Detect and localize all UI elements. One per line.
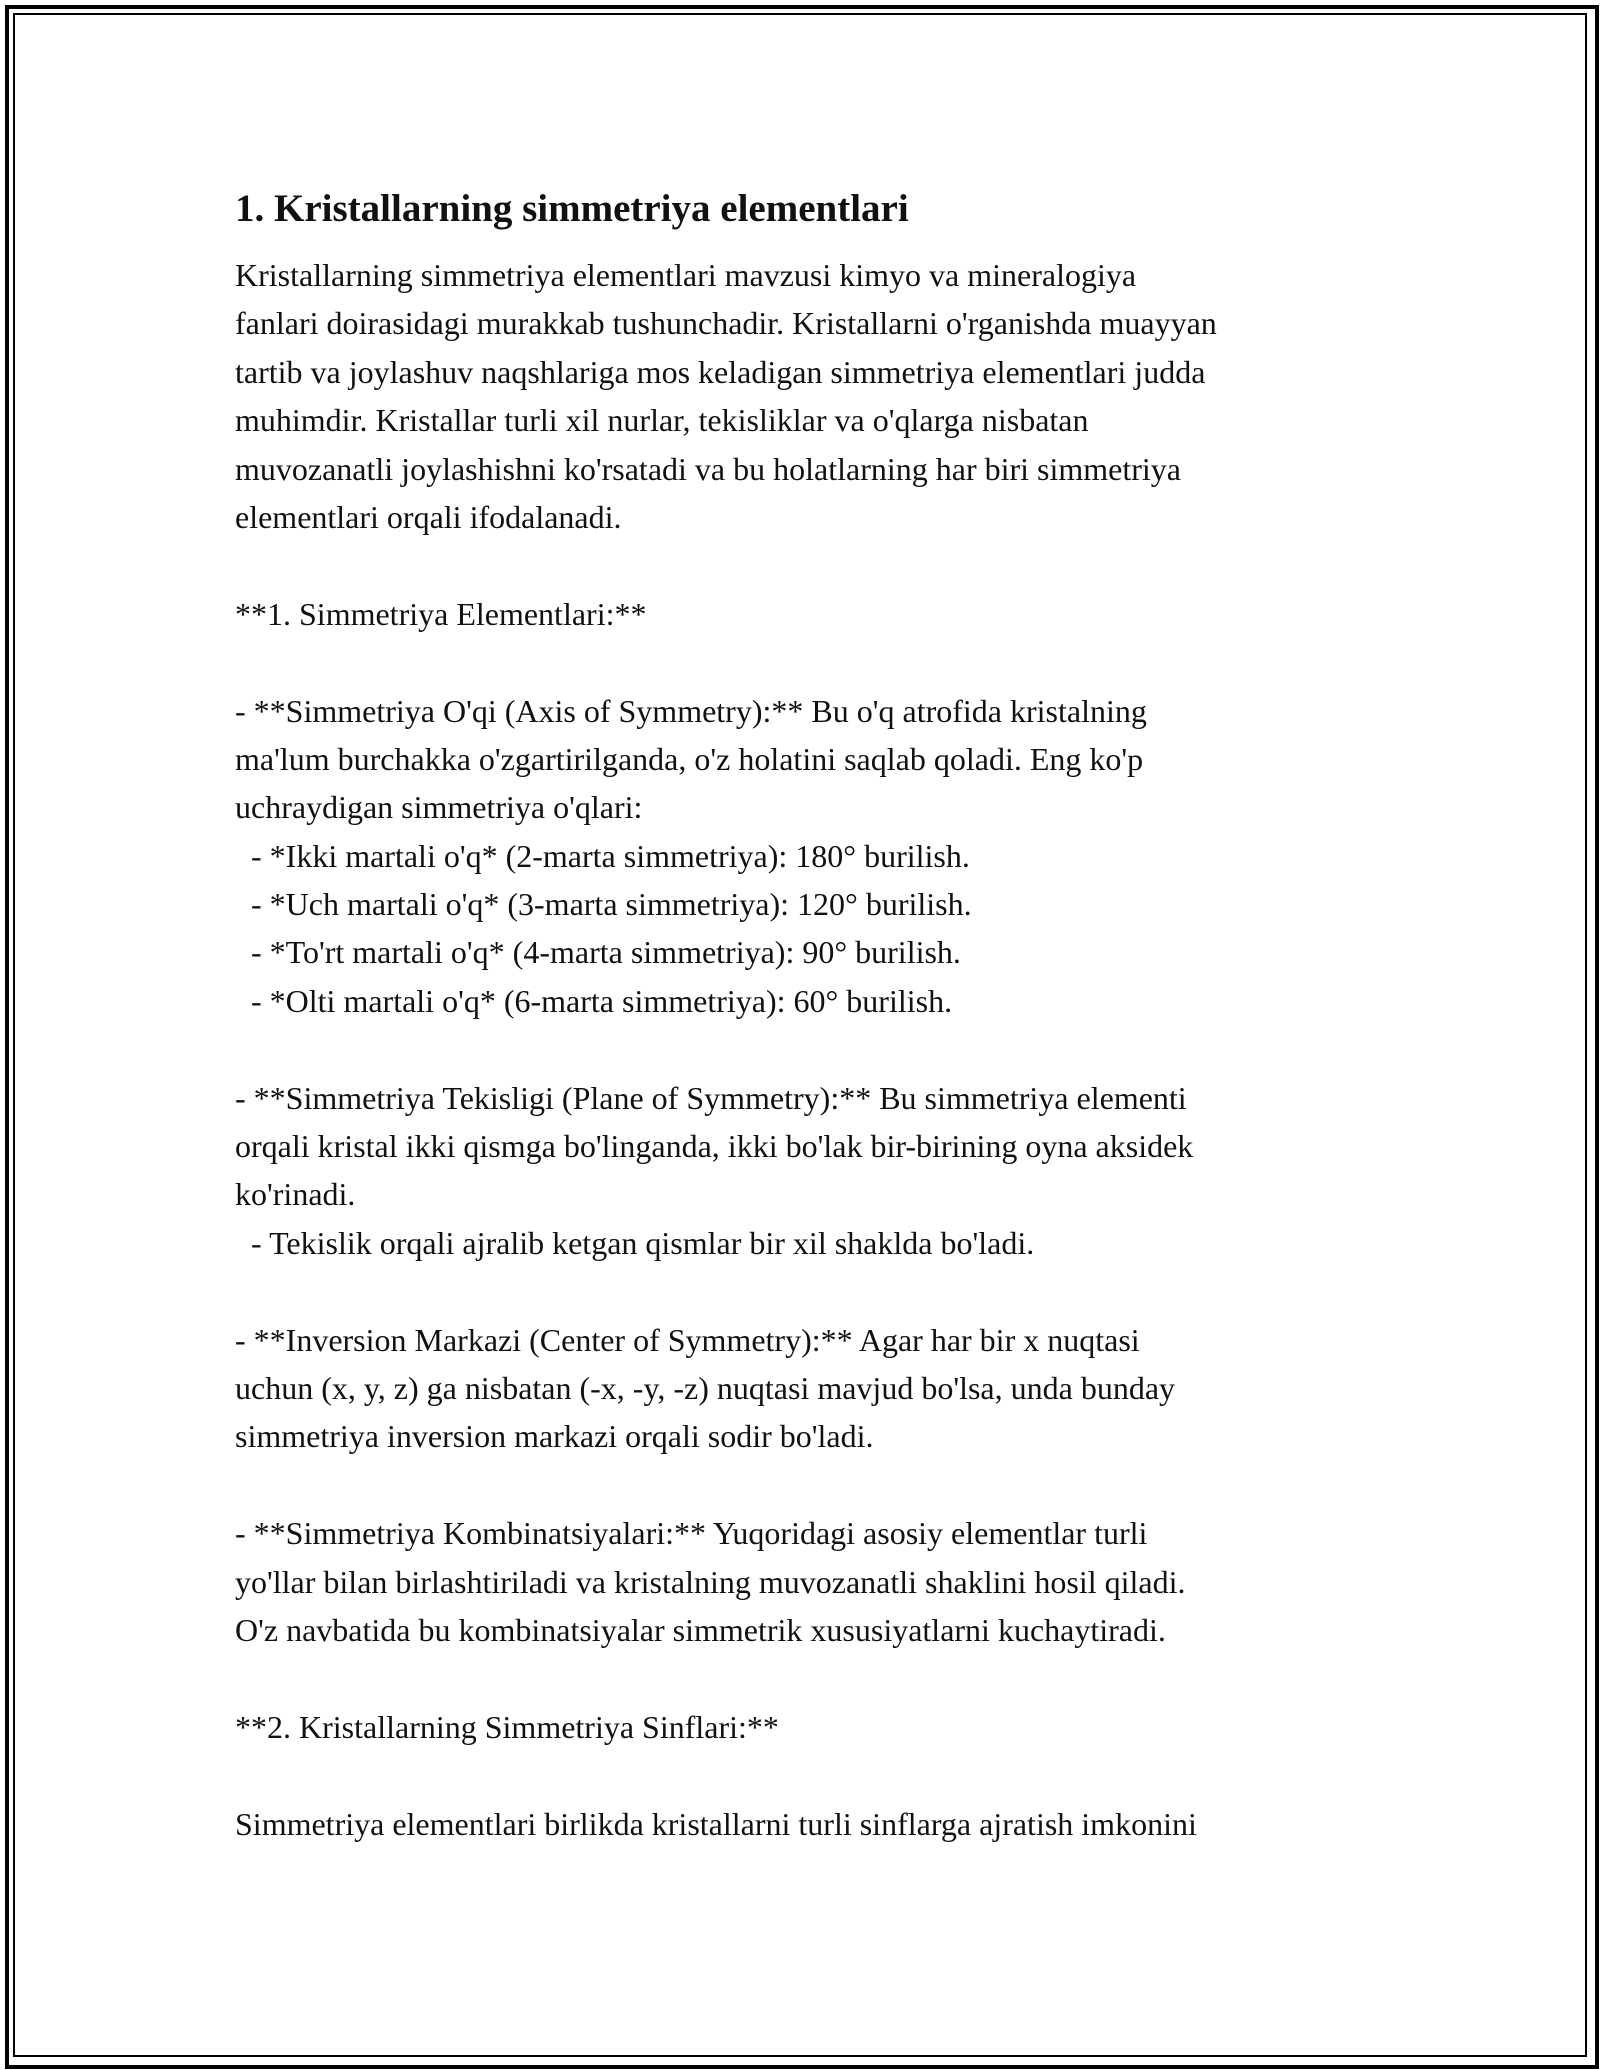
text-line: simmetriya inversion markazi orqali sodir bo'ladi. bbox=[235, 1418, 874, 1455]
blank-line bbox=[235, 1025, 1385, 1073]
text-line: elementlari orqali ifodalanadi. bbox=[235, 498, 622, 535]
text-lines bbox=[235, 251, 1385, 1848]
text-line: **2. Kristallarning Simmetriya Sinflari:** bbox=[235, 1708, 779, 1745]
text-line: orqali kristal ikki qismga bo'linganda, ikki bo'lak bir-birining oyna aksidek bbox=[235, 1128, 1194, 1165]
text-line: muvozanatli joylashishni ko'rsatadi va bu holatlarning har biri simmetriya bbox=[235, 450, 1181, 487]
text-line: yo'llar bilan birlashtiriladi va kristalning muvozanatli shaklini hosil qiladi. bbox=[235, 1563, 1186, 1600]
blank-line bbox=[235, 1654, 1385, 1702]
text-line: ko'rinadi. bbox=[235, 1176, 356, 1213]
text-line: uchraydigan simmetriya o'qlari: bbox=[235, 789, 643, 826]
blank-line bbox=[235, 541, 1385, 589]
document-body bbox=[235, 185, 1385, 1848]
text-line: - **Simmetriya Tekisligi (Plane of Symmetry):** Bu simmetriya elementi bbox=[235, 1079, 1187, 1116]
text-line: muhimdir. Kristallar turli xil nurlar, tekisliklar va o'qlarga nisbatan bbox=[235, 402, 1089, 439]
text-line: O'z navbatida bu kombinatsiyalar simmetrik xususiyatlarni kuchaytiradi. bbox=[235, 1611, 1166, 1648]
blank-line bbox=[235, 1751, 1385, 1799]
text-line: tartib va joylashuv naqshlariga mos keladigan simmetriya elementlari judda bbox=[235, 353, 1206, 390]
text-line: - **Inversion Markazi (Center of Symmetry):** Agar har bir x nuqtasi bbox=[235, 1321, 1140, 1358]
text-line: - Tekislik orqali ajralib ketgan qismlar bir xil shakldа bo'ladi. bbox=[235, 1224, 1035, 1261]
text-line: - *Olti martali o'q* (6-marta simmetriya): 60° burilish. bbox=[235, 982, 953, 1019]
page-title: 1. Kristallarning simmetriya elementlari bbox=[235, 187, 909, 230]
text-line: uchun (x, y, z) ga nisbatan (-x, -y, -z) nuqtasi mavjud bo'lsa, unda bunday bbox=[235, 1369, 1176, 1406]
text-line: **1. Simmetriya Elementlari:** bbox=[235, 595, 647, 632]
text-line: Kristallarning simmetriya elementlari mavzusi kimyo va mineralogiya bbox=[235, 257, 1137, 293]
text-line: - **Simmetriya Kombinatsiyalari:** Yuqoridagi asosiy elementlar turli bbox=[235, 1515, 1148, 1552]
text-line: ma'lum burchakka o'zgartirilganda, o'z holatini saqlab qoladi. Eng ko'p bbox=[235, 740, 1144, 777]
blank-line bbox=[235, 638, 1385, 686]
blank-line bbox=[235, 1461, 1385, 1509]
text-line: - *Ikki martali o'q* (2-marta simmetriya): 180° burilish. bbox=[235, 837, 970, 874]
text-line: Simmetriya elementlari birlikda kristallarni turli sinflarga ajratish imkonini bbox=[235, 1805, 1197, 1842]
blank-line bbox=[235, 1267, 1385, 1315]
text-line: - *To'rt martali o'q* (4-marta simmetriya): 90° burilish. bbox=[235, 934, 961, 971]
text-line: - *Uch martali o'q* (3-marta simmetriya): 120° burilish. bbox=[235, 886, 972, 923]
text-line: fanlari doirasidagi murakkab tushunchadir. Kristallarni o'rganishda muayyan bbox=[235, 305, 1217, 342]
text-line: - **Simmetriya O'qi (Axis of Symmetry):** Bu o'q atrofida kristalning bbox=[235, 692, 1147, 729]
